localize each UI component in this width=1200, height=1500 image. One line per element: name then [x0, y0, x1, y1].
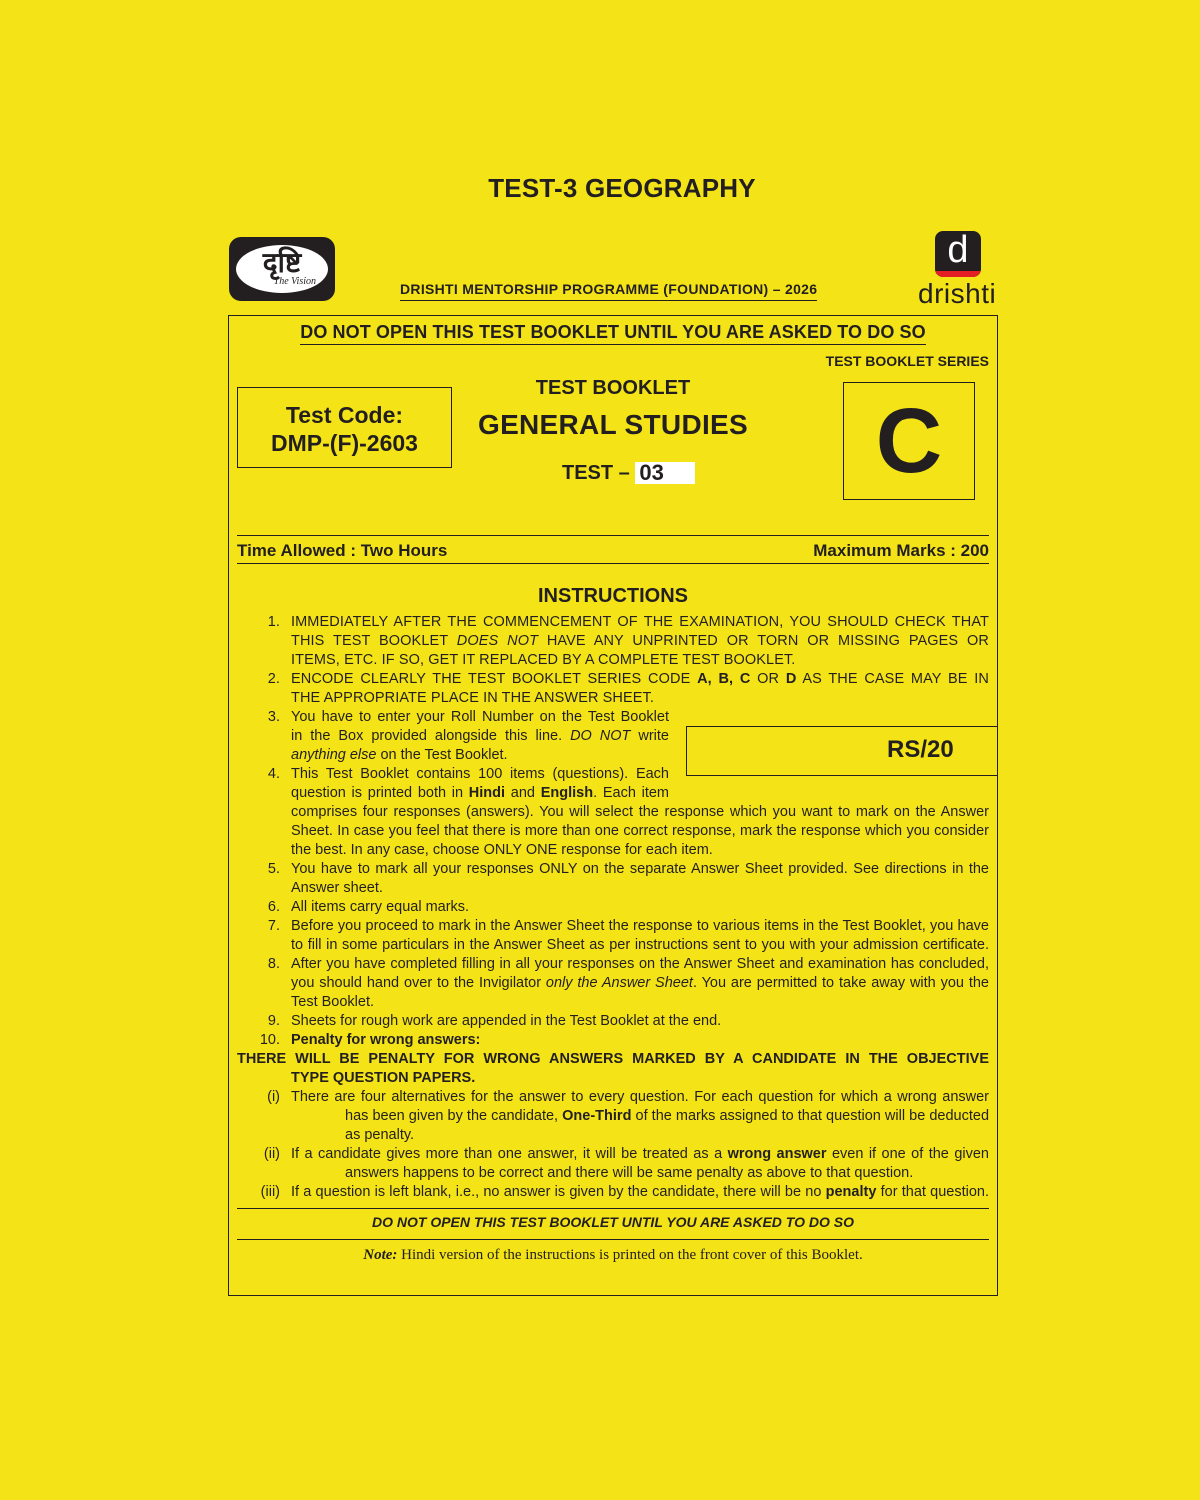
instruction-text: anything else on the Test Booklet. [291, 747, 508, 763]
instruction-text: question is printed both in Hindi and English. Each item [291, 785, 670, 801]
item-number: 4. [267, 766, 280, 782]
item-number: 6. [267, 899, 280, 915]
warning-bottom: DO NOT OPEN THIS TEST BOOKLET UNTIL YOU ARE ASKED TO DO SO [371, 1214, 854, 1230]
series-code-box [843, 382, 975, 500]
instruction-text: IMMEDIATELY AFTER THE COMMENCEMENT OF THE EXAMINATION, YOU SHOULD CHECK THAT [291, 614, 989, 630]
penalty-text: TYPE QUESTION PAPERS. [291, 1070, 476, 1086]
divider [237, 1208, 989, 1209]
test-code-value: DMP-(F)-2603 [271, 430, 418, 456]
warning-top [228, 322, 998, 343]
instruction-text: Sheet. In case you feel that there is more than one correct response, mark the response which you consider [291, 823, 989, 839]
note-text: Hindi version of the instructions is printed on the front cover of this Booklet. [397, 1247, 863, 1263]
series-label: TEST BOOKLET SERIES [825, 353, 989, 369]
instructions-title: INSTRUCTIONS [538, 585, 688, 607]
test-code-label: Test Code: [285, 402, 404, 428]
item-number: (iii) [260, 1184, 280, 1200]
drishti-app-icon [935, 231, 981, 277]
instruction-text: If a question is left blank, i.e., no answer is given by the candidate, there will be no penalty for that question. [291, 1184, 990, 1200]
booklet-heading: TEST BOOKLET [535, 377, 691, 399]
instruction-text: All items carry equal marks. [291, 899, 470, 915]
logo-tagline: The Vision [273, 276, 316, 287]
page-title: TEST-3 GEOGRAPHY [488, 173, 756, 203]
instruction-text: THE APPROPRIATE PLACE IN THE ANSWER SHEET. [291, 690, 655, 706]
instruction-text: Penalty for wrong answers: [291, 1032, 481, 1048]
hindi-note [237, 1247, 989, 1264]
item-number: 7. [267, 918, 280, 934]
item-number: 1. [267, 614, 280, 630]
item-number: 10. [259, 1032, 280, 1048]
instruction-text: the best. In any case, choose ONLY ONE response for each item. [291, 842, 713, 858]
instruction-text: in the Box provided alongside this line. DO NOT write [291, 728, 669, 744]
series-code: C [875, 390, 943, 492]
logo-letter: d [947, 231, 969, 271]
drishti-the-vision-logo [229, 237, 335, 301]
instruction-text: to fill in some particulars in the Answer Sheet as per instructions sent to you with your admission certificate. [291, 937, 989, 953]
instruction-text: ITEMS, ETC. IF SO, GET IT REPLACED BY A COMPLETE TEST BOOKLET. [291, 652, 796, 668]
time-allowed: Time Allowed : Two Hours [237, 541, 448, 560]
instruction-text: Answer sheet. [291, 880, 383, 896]
instruction-text: as penalty. [345, 1127, 415, 1143]
test-number-value: 03 [635, 462, 695, 484]
divider [237, 535, 989, 536]
instruction-text: This Test Booklet contains 100 items (questions). Each [291, 766, 669, 782]
instruction-text: comprises four responses (answers). You will select the response which you want to mark on the Answer [291, 804, 989, 820]
logo-hindi-text: दृष्टि [262, 246, 302, 279]
drishti-wordmark: drishti [918, 278, 997, 309]
instruction-text: THIS TEST BOOKLET DOES NOT HAVE ANY UNPRINTED OR TORN OR MISSING PAGES OR [291, 633, 989, 649]
test-number [562, 462, 695, 485]
instruction-text: There are four alternatives for the answer to every question. For each question for which a wrong answer [291, 1089, 989, 1105]
test-prefix: TEST – [562, 462, 630, 484]
item-number: (i) [267, 1089, 280, 1105]
penalty-text: THERE WILL BE PENALTY FOR WRONG ANSWERS MARKED BY A CANDIDATE IN THE OBJECTIVE [237, 1051, 989, 1067]
subject-title: GENERAL STUDIES [477, 409, 749, 440]
roll-number-text: RS/20 [887, 736, 954, 763]
instruction-text: ENCODE CLEARLY THE TEST BOOKLET SERIES CODE A, B, C OR D AS THE CASE MAY BE IN [291, 671, 989, 687]
instruction-text: Test Booklet. [291, 994, 375, 1010]
test-code-box [237, 387, 452, 468]
instruction-text: After you have completed filling in all your responses on the Answer Sheet and examination has concluded, [291, 956, 989, 972]
instruction-text: you should hand over to the Invigilator only the Answer Sheet. You are permitted to take away with you the [291, 975, 989, 991]
instruction-text: You have to enter your Roll Number on the Test Booklet [291, 709, 669, 725]
roll-number-box [686, 726, 997, 776]
warning-top-text: DO NOT OPEN THIS TEST BOOKLET UNTIL YOU ARE ASKED TO DO SO [300, 322, 926, 345]
instruction-text: You have to mark all your responses ONLY on the separate Answer Sheet provided. See directions in the [291, 861, 989, 877]
item-number: 2. [267, 671, 280, 687]
divider [237, 1239, 989, 1240]
programme-title: DRISHTI MENTORSHIP PROGRAMME (FOUNDATION) – 2026 [400, 281, 817, 301]
instruction-text: answers happens to be correct and there will be same penalty as above to that question. [345, 1165, 914, 1181]
item-number: 3. [267, 709, 280, 725]
note-label: Note: [363, 1247, 398, 1263]
instruction-text: If a candidate gives more than one answer, it will be treated as a wrong answer even if one of the given [291, 1146, 989, 1162]
instruction-text: Sheets for rough work are appended in the Test Booklet at the end. [291, 1013, 722, 1029]
maximum-marks: Maximum Marks : 200 [813, 541, 989, 560]
item-number: 5. [267, 861, 280, 877]
item-number: (ii) [263, 1146, 280, 1162]
divider [237, 563, 989, 564]
item-number: 8. [267, 956, 280, 972]
instruction-text: Before you proceed to mark in the Answer Sheet the response to various items in the Test Booklet, you have [291, 918, 989, 934]
item-number: 9. [267, 1013, 280, 1029]
instruction-text: has been given by the candidate, One-Third of the marks assigned to that question will be deducted [345, 1108, 990, 1124]
